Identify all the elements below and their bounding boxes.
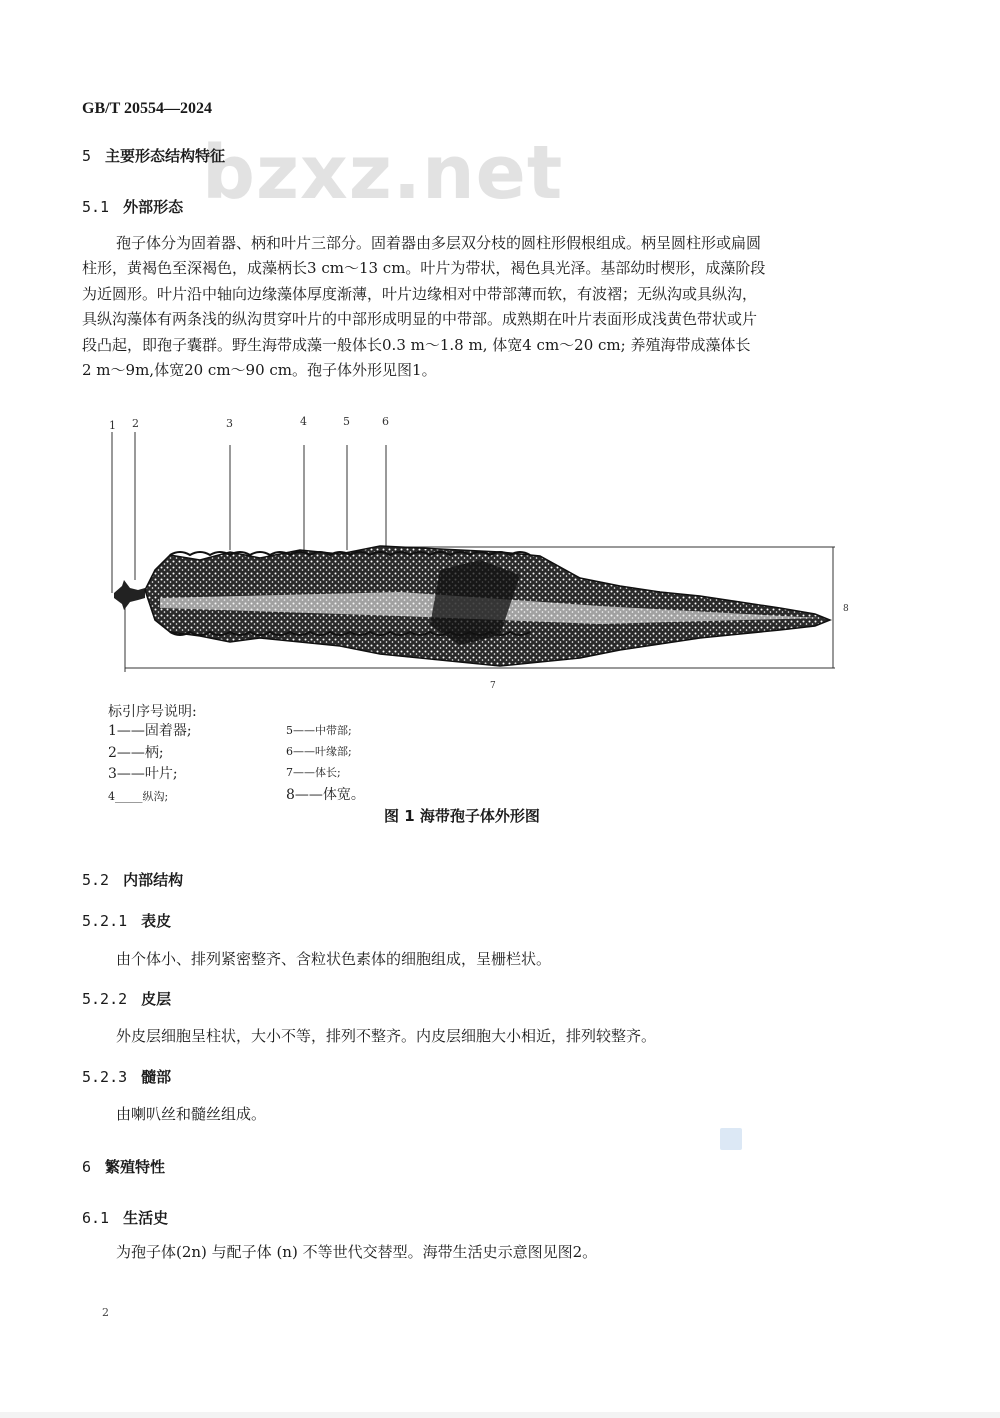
heading-5-2-1: 5.2.1 表皮 <box>82 912 172 930</box>
page-number: 2 <box>102 1306 109 1319</box>
heading-5-1: 5.1 外部形态 <box>82 198 184 216</box>
label-7: 7 <box>490 681 496 691</box>
legend-item-6: 6——叶缘部; <box>286 745 352 758</box>
label-2: 2 <box>132 417 139 430</box>
label-4: 4 <box>300 415 307 428</box>
text-5-2-1: 由个体小、排列紧密整齐、含粒状色素体的细胞组成，呈栅栏状。 <box>116 950 552 968</box>
heading-5-2: 5.2 内部结构 <box>82 871 184 889</box>
label-8: 8 <box>843 604 849 614</box>
heading-6: 6 繁殖特性 <box>82 1158 166 1176</box>
standard-code: GB/T 20554—2024 <box>82 100 212 117</box>
watermark: bzxz.net <box>202 130 564 216</box>
kelp-drawing <box>100 410 860 700</box>
label-6: 6 <box>382 415 389 428</box>
figure-1-caption: 图 1 海带孢子体外形图 <box>384 807 540 825</box>
label-5: 5 <box>343 415 350 428</box>
legend-item-3: 3——叶片; <box>108 766 178 782</box>
heading-5: 5 主要形态结构特征 <box>82 147 226 165</box>
legend-item-5: 5——中带部; <box>286 724 352 737</box>
legend-item-1: 1——固着器; <box>108 723 192 739</box>
label-3: 3 <box>226 417 233 430</box>
legend-item-8: 8——体宽。 <box>286 787 365 803</box>
legend-item-7: 7——体长; <box>286 766 341 779</box>
legend-item-2: 2——柄; <box>108 745 164 761</box>
heading-6-1: 6.1 生活史 <box>82 1209 169 1227</box>
text-5-2-2: 外皮层细胞呈柱状，大小不等，排列不整齐。内皮层细胞大小相近，排列较整齐。 <box>116 1027 657 1045</box>
label-1: 1 <box>109 419 116 432</box>
paragraph-external-morphology: 孢子体分为固着器、柄和叶片三部分。固着器由多层双分枝的圆柱形假根组成。柄呈圆柱形或扁圆 柱形，黄褐色至深褐色，成藻柄长3 cm～13 cm。叶片为带状，褐色具光泽。基部幼时楔形，成藻阶段 为近圆形。叶片沿中轴向边缘藻体厚度渐薄，叶片边缘相对中带部薄而软，有波褶；无纵沟或具纵沟， 具纵沟藻体有两条浅的纵沟贯穿叶片的中部形成明显的中带部。成熟期在叶片表面形成浅黄色带状或片 段凸起，即孢子囊群。野生海带成藻一般体长0.3 m～1.8 m, 体宽4 cm～20 cm; 养殖海带成藻体长 2 m～9m,体宽20 cm～90 cm。孢子体外形见图1。 <box>82 234 766 380</box>
site-logo-icon <box>720 1128 742 1150</box>
heading-5-2-3: 5.2.3 髓部 <box>82 1068 172 1086</box>
text-6-1: 为孢子体(2n) 与配子体 (n) 不等世代交替型。海带生活史示意图见图2。 <box>116 1243 598 1261</box>
legend-item-4: 4_____纵沟; <box>108 790 169 803</box>
legend-title: 标引序号说明: <box>108 704 197 720</box>
text-5-2-3: 由喇叭丝和髓丝组成。 <box>116 1105 267 1123</box>
figure-1-kelp-sporophyte <box>100 410 860 700</box>
heading-5-2-2: 5.2.2 皮层 <box>82 990 172 1008</box>
